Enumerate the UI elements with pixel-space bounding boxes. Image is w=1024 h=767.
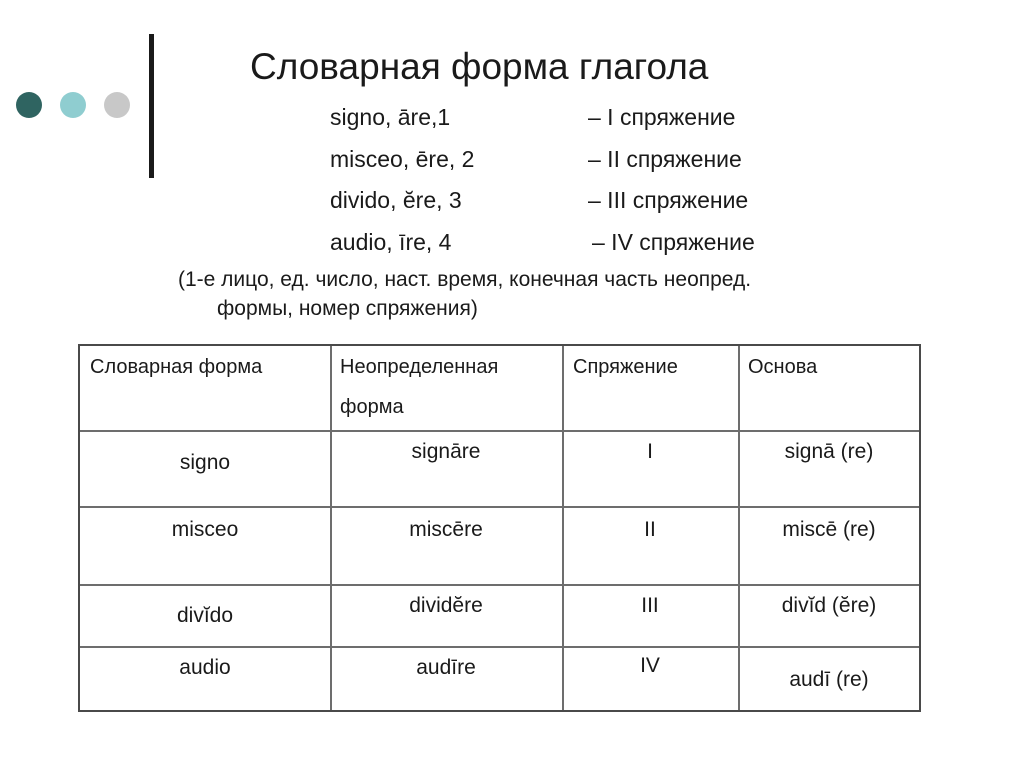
decorative-dot-teal [60,92,86,118]
table-row-divider [80,430,919,432]
table-row-4-conjugation: IV [640,654,660,677]
verb-form-4-word: audio, īre, 4 [330,229,452,255]
table-row-4-infinitive: audīre [416,656,476,679]
note-line-2: формы, номер спряжения) [217,297,478,320]
decorative-dot-gray [104,92,130,118]
table-row-2-conjugation: II [644,518,656,541]
table-row-3-dictionary-form: divĭdo [176,604,234,627]
table-row-divider [80,506,919,508]
table-row-1-stem: signā (re) [784,440,874,463]
verb-form-2-word: misceo, ēre, 2 [330,146,475,172]
header-dictionary-form: Словарная форма [90,356,263,378]
table-row-3-stem: divĭd (ĕre) [781,594,877,617]
table-row-1-dictionary-form: signo [179,451,231,474]
note-line-1: (1-е лицо, ед. число, наст. время, конечная часть неопред. [178,268,752,291]
verb-form-3-conjugation: – III спряжение [588,187,749,213]
table-row-1-infinitive: signāre [411,440,481,463]
table-row-4-stem: audī (re) [789,668,869,691]
table-row-2-stem: miscē (re) [782,518,876,541]
header-infinitive-line2: форма [340,396,404,418]
conjugation-table [78,344,921,712]
table-row-1-conjugation: I [647,440,653,463]
table-row-divider [80,646,919,648]
table-row-3-conjugation: III [641,594,659,617]
table-row-2-dictionary-form: misceo [171,518,239,541]
vertical-rule [149,34,154,178]
header-conjugation: Спряжение [573,356,678,378]
table-row-3-infinitive: dividĕre [409,594,483,617]
header-stem: Основа [748,356,818,378]
verb-form-1-word: signo, āre,1 [330,104,451,130]
verb-form-4-conjugation: – IV спряжение [592,229,755,255]
decorative-dot-dark [16,92,42,118]
slide-title: Словарная форма глагола [250,46,709,87]
header-infinitive-line1: Неопределенная [340,356,499,378]
table-row-2-infinitive: miscēre [409,518,483,541]
verb-form-3-word: divido, ĕre, 3 [330,187,462,213]
table-row-divider [80,584,919,586]
table-row-4-dictionary-form: audio [179,656,231,679]
verb-form-2-conjugation: – II спряжение [588,146,742,172]
verb-form-1-conjugation: – I спряжение [588,104,736,130]
